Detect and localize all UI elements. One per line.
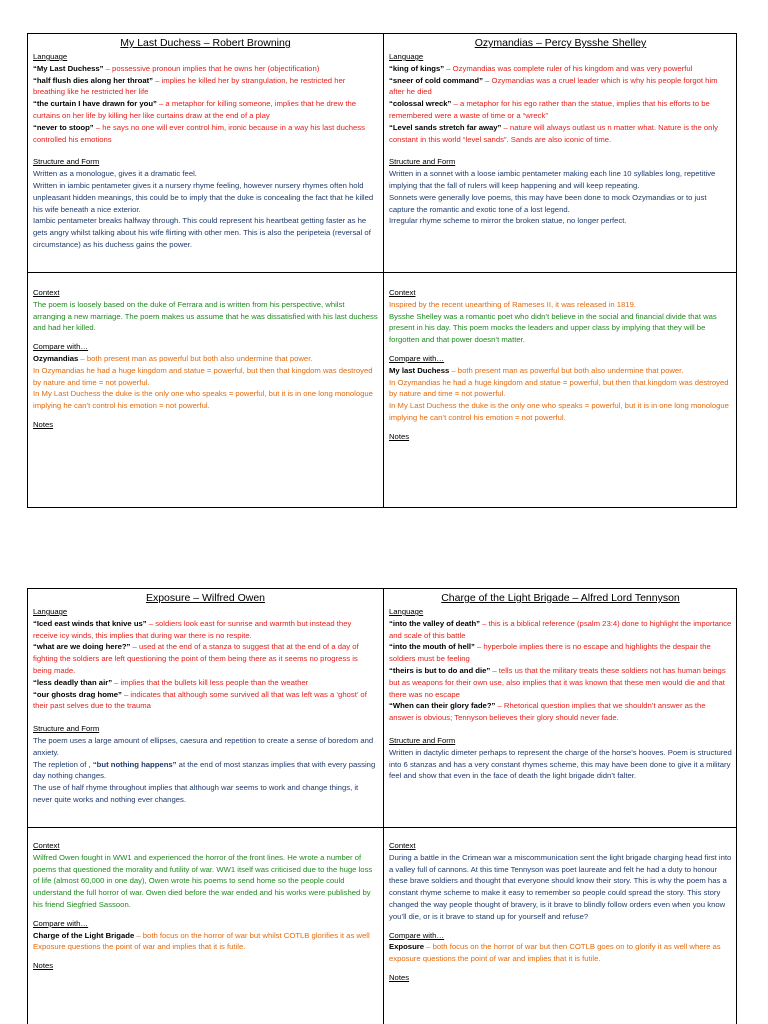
structure-point: The poem uses a large amount of ellipses, caesura and repetition to create a sense of boredom and anxiety. — [33, 735, 374, 757]
language-point: “never to stoop” – he says no one will ever control him, ironic because in a way his last duchess controlled his emotions — [33, 122, 365, 144]
structure-heading: Structure and Form — [389, 735, 456, 745]
language-point: “our ghosts drag home” – indicates that although some survived all that was left was a ‘ghost’ of their past selves due to the trauma — [33, 689, 367, 711]
poem-card-exposure — [28, 589, 383, 827]
notes-heading: Notes — [33, 961, 54, 971]
language-point: “into the valley of death” – this is a biblical reference (psalm 23:4) done to highlight the importance and scale of this battle — [389, 618, 732, 640]
language-point: “half flush dies along her throat” – implies he killed her by strangulation, he restricted her breathing like he restricted her life — [33, 75, 346, 97]
compare-point: In Ozymandias he had a huge kingdom and statue = powerful, but then that kingdom was destroyed by nature and time = not powerful. — [389, 377, 729, 399]
compare-heading: Compare with… — [33, 918, 89, 928]
language-point: “Level sands stretch far away” – nature will always outlast us n matter what. Nature is the only constant in this world “level sands”. Sands are also iconic of time. — [389, 122, 719, 144]
structure-point: The repletion of , “but nothing happens” at the end of most stanzas implies that with every passing day nothing changes. — [33, 759, 376, 781]
context-text: During a battle in the Crimean war a miscommunication sent the light brigade charging head first into a valley full of cannons. At this time Tennyson was poet laureate and felt he had a duty to honour these brave soldiers and thought that everyone should know their story. This is why the poem has a constant rhyme scheme to make it easy to remember so people could spread the story. This story changed the way people thought of bravery, is it brave to blindly follow orders even when you know you’ll die, or is it brave to stand up for yourself and refuse? — [389, 852, 732, 921]
language-heading: Language — [33, 52, 68, 61]
context-heading: Context — [389, 841, 416, 850]
poem-card-ozymandias — [384, 34, 737, 272]
language-point: “the curtain I have drawn for you” – a metaphor for killing someone, implies that he drew the curtains on her life by killing her like curtains draw at the end of a play — [33, 99, 356, 120]
poem-card-charge-of-the-light-brigade — [384, 589, 737, 827]
context-heading: Context — [33, 288, 60, 297]
poem-title: Charge of the Light Brigade – Alfred Lord Tennyson — [441, 592, 680, 604]
structure-point: Sonnets were generally love poems, this may have been done to mock Ozymandias or to just capture the romantic and exotic tone of a lost legend. — [389, 192, 707, 214]
compare-heading: Compare with… — [389, 353, 445, 363]
context-card-my-last-duchess — [28, 285, 383, 507]
structure-heading: Structure and Form — [33, 724, 100, 734]
structure-point: Iambic pentameter breaks halfway through. This could represent his heartbeat getting faster as he gets angry whilst talking about his wife flirting with other men. This is also the peripeteia (reversal of circumstance) as his duchess gains the power. — [33, 216, 371, 249]
compare-intro: Exposure – both focus on the horror of war but then COTLB goes on to glorify it as well where as exposure questions the point of war and implies that it is futile. — [389, 942, 721, 964]
compare-intro: My last Duchess – both present man as powerful but both also undermine that power. — [389, 365, 684, 375]
language-point: “colossal wreck” – a metaphor for his ego rather than the statue, implies that his efforts to be remembered were a waste of time or a “wreck” — [389, 99, 710, 120]
row-divider — [28, 272, 736, 273]
context-text: Wilfred Owen fought in WW1 and experienced the horror of the front lines. He wrote a number of poems that questioned the morality and futility of war. WW1 itself was criticised due to the huge loss of life (almost 60,000 in one day), Owen wrote his poems to send home so the people could understand the full horror of war. Owen died before the war ended and his works were published by his friend Siegfried Sassoon. — [33, 852, 373, 909]
language-point: “sneer of cold command” – Ozymandias was a cruel leader which is why his people forgot him after he died — [389, 75, 718, 97]
context-card-ozymandias — [384, 285, 737, 507]
revision-sheet-2 — [27, 588, 737, 1024]
context-card-charge-of-the-light-brigade — [384, 838, 737, 1024]
compare-heading: Compare with… — [33, 342, 89, 352]
context-heading: Context — [389, 288, 416, 297]
structure-heading: Structure and Form — [389, 157, 456, 167]
language-point: “Iced east winds that knive us” – soldiers look east for sunrise and warmth but instead they receive icy winds, this implies that during war there is no respite. — [33, 618, 352, 640]
language-point: “what are we doing here?” – used at the end of a stanza to suggest that at the end of a day of fighting the soldiers are left questioning the point of them being there as it seems no progress is being made. — [33, 642, 359, 675]
language-point: “king of kings” – Ozymandias was complete ruler of his kingdom and was very powerful — [389, 63, 693, 73]
context-text: Inspired by the recent unearthing of Rameses II, it was released in 1819. — [389, 299, 636, 309]
structure-point: The use of half rhyme throughout implies that although war seems to work and change things, it never quite works and nothing ever changes. — [33, 783, 359, 804]
language-point: “When can their glory fade?” – Rhetorical question implies that we shouldn’t answer as the answer is obvious; Tennyson believes their glory should never fade. — [389, 701, 706, 723]
language-point: “less deadly than air” – implies that the bullets kill less people than the weather — [33, 677, 309, 687]
compare-point: In Ozymandias he had a huge kingdom and statue = powerful, but then that kingdom was destroyed by nature and time = not powerful. — [33, 365, 373, 387]
structure-point: Written in dactylic dimeter perhaps to represent the charge of the horse’s hooves. Poem is structured into 6 stanzas and has a very constant rhymes scheme, this may have been done to give it a military feel and show that even in the face of death the light brigade didn’t falter. — [389, 747, 732, 781]
language-point: “theirs is but to do and die” – tells us that the military treats these soldiers not has human beings but as weapons for their own use, also implies that it was known that these men would die and that there was no escape — [389, 665, 726, 699]
notes-heading: Notes — [389, 431, 410, 441]
context-heading: Context — [33, 841, 60, 850]
structure-point: Written in iambic pentameter gives it a nursery rhyme feeling, however nursery rhymes often hold unpleasant hidden meanings, this could be to imply that the duke is concealing the fact that he killed his wife beneath a nice exterior. — [33, 180, 374, 214]
notes-heading: Notes — [389, 972, 410, 982]
poem-card-my-last-duchess — [28, 34, 383, 272]
row-divider — [28, 827, 736, 828]
structure-point: Written in a sonnet with a loose iambic pentameter making each line 10 syllables long, repetitive implying that the fall of rulers will keep happening and will keep repeating. — [389, 169, 716, 190]
structure-point: Written as a monologue, gives it a dramatic feel. — [33, 169, 197, 179]
structure-point: Irregular rhyme scheme to mirror the broken statue, no longer perfect. — [389, 216, 627, 226]
structure-heading: Structure and Form — [33, 157, 100, 167]
language-heading: Language — [389, 52, 424, 61]
compare-point: In My Last Duchess the duke is the only one who speaks = powerful, but it is in one long monologue implying he can’t control his emotion = not powerful. — [389, 401, 729, 422]
compare-intro: Charge of the Light Brigade – both focus on the horror of war but whilst COTLB glorifies it as well Exposure questions the point of war and implies that it is futile. — [33, 930, 370, 952]
context-text: The poem is loosely based on the duke of Ferrara and is written from his perspective, whilst arranging a new marriage. The poem makes us assume that he was dissatisfied with his last duchess and had her killed. — [33, 299, 378, 333]
compare-intro: Ozymandias – both present man as powerful but both also undermine that power. — [33, 353, 313, 363]
language-point: “into the mouth of hell” – hyperbole implies there is no escape and highlights the despair the soldiers must be feeling — [389, 642, 711, 664]
poem-title: Ozymandias – Percy Bysshe Shelley — [474, 37, 647, 49]
compare-point: In My Last Duchess the duke is the only one who speaks = powerful, but it is in one long monologue implying he can’t control his emotion = not powerful. — [33, 389, 373, 411]
compare-heading: Compare with… — [389, 930, 445, 940]
language-point: “My Last Duchess” – possessive pronoun implies that he owns her (objectification) — [33, 63, 320, 73]
poem-title: My Last Duchess – Robert Browning — [120, 37, 291, 49]
revision-sheet-1 — [27, 33, 737, 508]
context-text: Bysshe Shelley was a romantic poet who didn’t believe in the social and financial divide that was present in his day. This poem mocks the leaders and upper class by implying that they will be forgotten and that power doesn’t matter. — [389, 311, 717, 345]
poem-title: Exposure – Wilfred Owen — [145, 592, 266, 604]
language-heading: Language — [389, 607, 424, 616]
language-heading: Language — [33, 607, 68, 616]
notes-heading: Notes — [33, 419, 54, 429]
context-card-exposure — [28, 838, 383, 1024]
